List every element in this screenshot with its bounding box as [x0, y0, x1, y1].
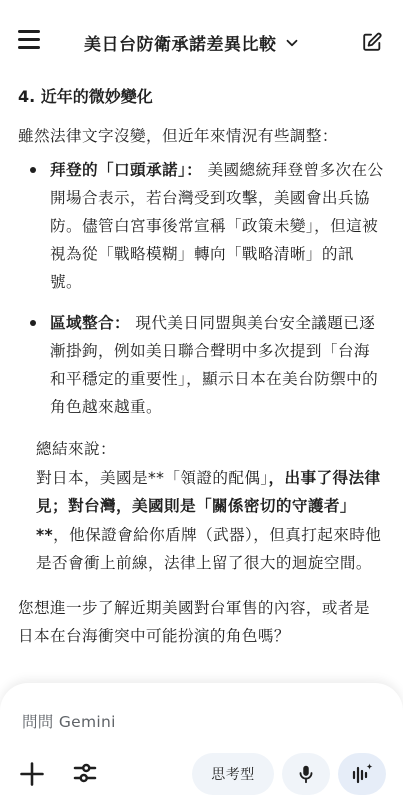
summary-part-2: ，出事了得法律見；對台灣，美國則是「關係密切的守護者」**	[36, 468, 381, 544]
bullet-dot	[30, 320, 36, 326]
mic-button[interactable]	[282, 753, 330, 795]
sparkle-waveform-icon	[349, 761, 375, 787]
edit-icon[interactable]	[361, 31, 383, 53]
conversation-title-dropdown[interactable]	[84, 30, 301, 55]
top-bar	[0, 0, 403, 84]
bullet-term: 拜登的「口頭承諾」：	[50, 161, 203, 179]
tune-icon[interactable]	[70, 758, 100, 788]
summary-part-3: ，他保證會給你盾牌（武器），但真打起來時他是否會衝上前線，法律上留了很大的迴旋空間。	[36, 525, 382, 572]
section-heading: 4. 近年的微妙變化	[18, 87, 153, 106]
mic-icon	[295, 763, 317, 785]
conversation-title: 美日台防衛承諾差異比較	[84, 35, 277, 55]
bullet-term: 區域整合：	[50, 314, 130, 332]
plus-icon[interactable]	[18, 760, 46, 788]
live-button[interactable]	[338, 753, 386, 795]
summary-label: 總結來說：	[36, 440, 116, 458]
chevron-down-icon	[283, 34, 301, 52]
bullet-dot	[30, 167, 36, 173]
response-message	[0, 84, 403, 651]
summary-text	[36, 464, 385, 578]
prompt-input[interactable]: 問問 Gemini	[22, 713, 116, 731]
thinking-mode-button[interactable]: 思考型	[192, 753, 274, 795]
summary-part-1: 對日本，美國是**「領證的配偶」	[36, 468, 269, 487]
bullet-text: 美國總統拜登曾多次在公開場合表示，若台灣受到攻擊，美國會出兵協防。儘管白宮事後常宣稱「政策未變」，但這被視為從「戰略模糊」轉向「戰略清晰」的訊號。	[50, 161, 384, 291]
list-item	[18, 156, 385, 296]
prompt-composer	[0, 683, 403, 800]
bullet-list	[18, 156, 385, 421]
follow-up-question: 您想進一步了解近期美國對台軍售的內容，或者是日本在台海衝突中可能扮演的角色嗎？	[18, 598, 370, 645]
menu-icon[interactable]	[18, 30, 44, 54]
list-item	[18, 309, 385, 421]
summary-block	[18, 435, 385, 578]
intro-paragraph: 雖然法律文字沒變，但近年來情況有些調整：	[18, 127, 338, 145]
bullet-text: 現代美日同盟與美台安全議題已逐漸掛鉤，例如美日聯合聲明中多次提到「台海和平穩定的重要性」，顯示日本在美台防禦中的角色越來越重。	[50, 314, 379, 416]
